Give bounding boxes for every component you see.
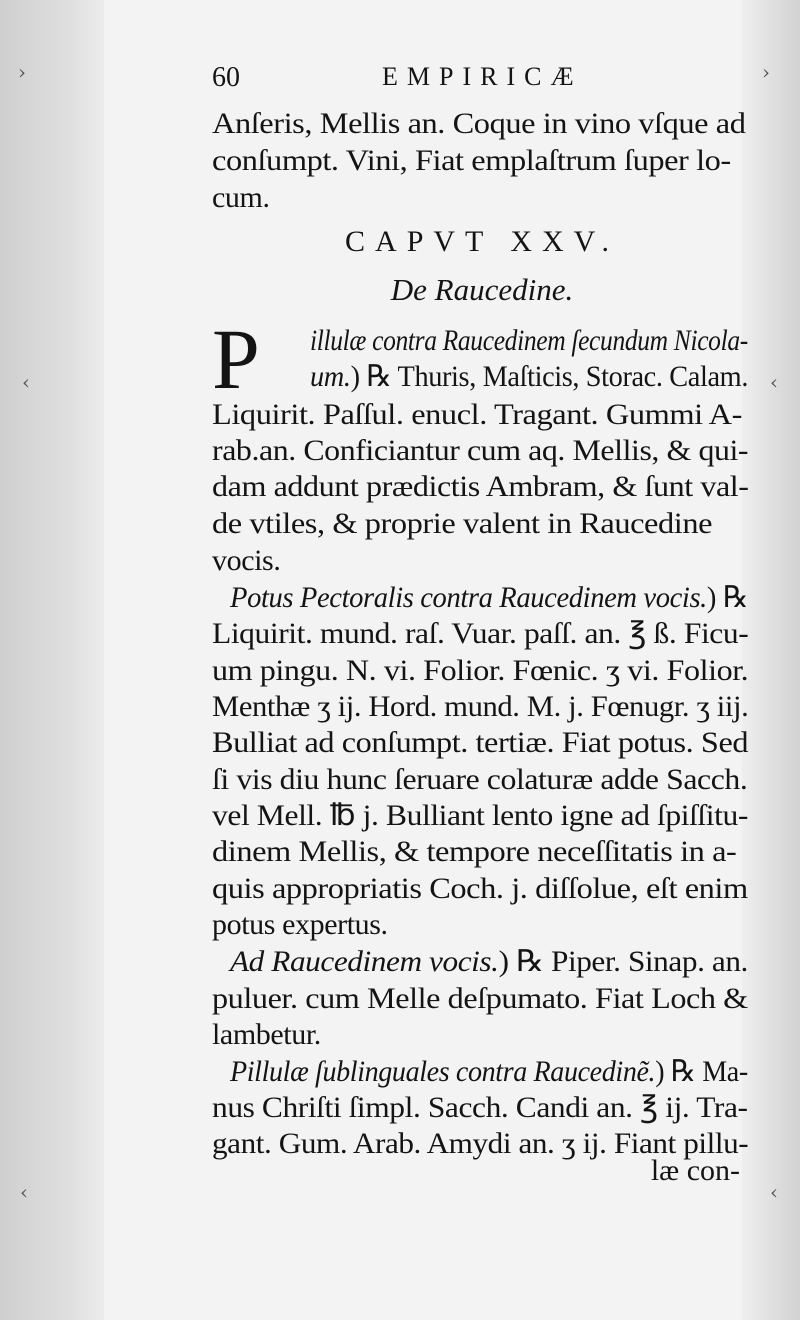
text-segment: Menthæ ʒ ij. Hord. mund. M. j. Fœnugr. ʒ iij. <box>212 690 749 723</box>
text-segment: rab.an. Conficiantur cum aq. Mellis, & qui- <box>212 434 749 467</box>
text-segment: dam addunt prædictis Ambram, & ſunt val- <box>212 470 749 503</box>
italic-segment: Pillulæ ſublinguales contra Raucedinẽ. <box>230 1055 656 1088</box>
text-line <box>212 397 742 433</box>
text-segment: vel Mell. ℔ j. Bulliant lento igne ad ſpiſſitu- <box>212 799 748 832</box>
text-line <box>212 506 712 542</box>
text-segment: cum. <box>212 181 270 214</box>
text-segment: Liquirit. Paſſul. enucl. Tragant. Gummi A- <box>212 398 742 431</box>
text-segment: Anſeris, Mellis an. Coque in vino vſque ad <box>212 107 746 140</box>
text-segment: de vtiles, & proprie valent in Raucedine <box>212 507 713 540</box>
text-line <box>212 1017 321 1053</box>
text-line <box>212 725 748 761</box>
margin-mark: › <box>18 60 26 84</box>
text-segment: vocis. <box>212 544 281 577</box>
text-segment: quis appropriatis Coch. j. diſſolue, eſt enim <box>212 872 748 905</box>
chapter-heading: CAPVT XXV. <box>345 225 619 258</box>
text-segment: lambetur. <box>212 1018 321 1051</box>
running-title: EMPIRICÆ <box>382 62 583 91</box>
text-line <box>212 180 270 216</box>
text-line <box>230 580 748 616</box>
text-line <box>212 762 747 798</box>
italic-segment: illulæ contra Raucedinem ſecundum Nicola- <box>310 324 748 357</box>
text-line <box>212 907 388 943</box>
text-line <box>212 798 748 834</box>
text-segment: um pingu. N. vi. Folior. Fœnic. ʒ vi. Folior. <box>212 654 749 687</box>
text-segment: ) ℞ Ma- <box>655 1055 748 1088</box>
left-margin <box>0 0 104 1320</box>
right-margin <box>742 0 800 1320</box>
margin-mark: › <box>762 60 770 84</box>
text-line <box>212 143 731 179</box>
page-number: 60 <box>212 62 240 93</box>
margin-mark: ‹ <box>770 1180 778 1204</box>
text-line <box>212 469 749 505</box>
text-line <box>212 981 748 1017</box>
margin-mark: ‹ <box>20 1180 28 1204</box>
text-line <box>212 433 748 469</box>
drop-capital: P <box>212 311 260 407</box>
running-head <box>212 62 732 102</box>
text-segment: dinem Mellis, & tempore neceſſitatis in a- <box>212 835 737 868</box>
italic-segment: Potus Pectoralis contra Raucedinem vocis. <box>230 581 707 614</box>
text-line <box>212 106 745 142</box>
text-line <box>212 871 748 907</box>
text-segment: ) ℞ Thuris, Maſticis, Storac. Calam. <box>350 360 749 393</box>
text-line <box>212 543 280 579</box>
text-line <box>310 323 748 359</box>
text-segment: Bulliat ad conſumpt. tertiæ. Fiat potus. Sed <box>212 726 749 759</box>
text-line <box>212 1090 748 1126</box>
text-line <box>230 944 748 980</box>
text-segment: nus Chriſti ſimpl. Sacch. Candi an. ℥ ij. Tra- <box>212 1091 748 1124</box>
text-segment: ſi vis diu hunc ſeruare colaturæ adde Sacch. <box>212 763 748 796</box>
text-segment: Liquirit. mund. raſ. Vuar. paſſ. an. ℥ ß. Ficu- <box>212 617 749 650</box>
text-segment: ) ℞ Piper. Sinap. an. <box>498 945 748 978</box>
text-line <box>212 689 748 725</box>
text-line <box>212 616 748 652</box>
margin-mark: ‹ <box>22 370 30 394</box>
margin-mark: ‹ <box>770 370 778 394</box>
italic-segment: um. <box>310 360 351 393</box>
catchword: læ con- <box>650 1154 740 1187</box>
text-segment: puluer. cum Melle deſpumato. Fiat Loch & <box>212 982 748 1015</box>
chapter-subtitle: De Raucedine. <box>390 272 574 307</box>
text-line <box>212 834 736 870</box>
text-segment: ) ℞ <box>706 581 749 614</box>
text-segment: conſumpt. Vini, Fiat emplaſtrum ſuper lo- <box>212 144 731 177</box>
text-line <box>230 1054 748 1090</box>
text-line <box>212 653 748 689</box>
text-line <box>310 359 748 395</box>
italic-segment: Ad Raucedinem vocis. <box>230 945 499 978</box>
text-segment: potus expertus. <box>212 908 388 941</box>
text-segment: gant. Gum. Arab. Amydi an. ʒ ij. Fiant pillu- <box>212 1127 749 1160</box>
